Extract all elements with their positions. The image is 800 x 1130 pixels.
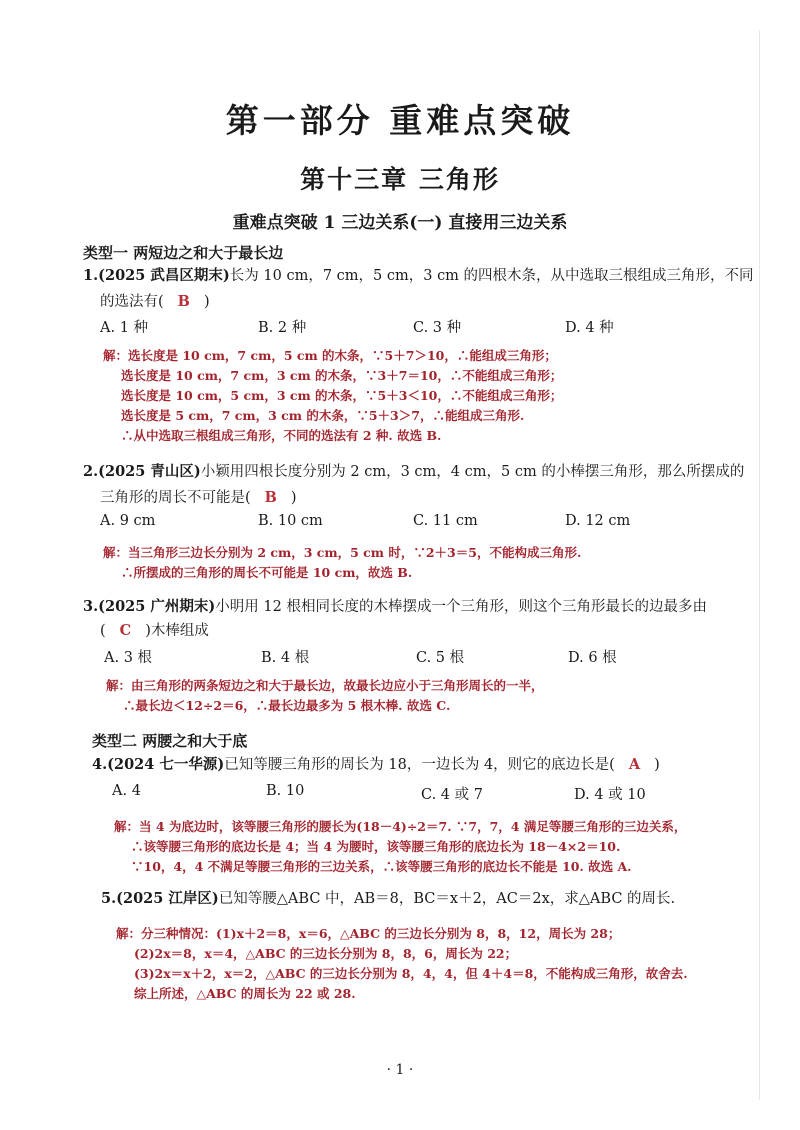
q3-line2: ( C )木棒组成: [100, 622, 209, 639]
q5-line1: [101, 889, 675, 909]
q1-solution-line5: ∴从中选取三根组成三角形，不同的选法有 2 种. 故选 B.: [121, 428, 442, 443]
q2-option-a: A. 9 cm: [100, 513, 156, 529]
q4-answer: A: [628, 756, 641, 773]
q4-option-b: B. 10: [266, 783, 305, 799]
q4-line1: 4.(2024 七一华源)已知等腰三角形的周长为 18，一边长为 4，则它的底边长是( A ): [92, 756, 660, 773]
q1-solution-line3: 选长度是 10 cm，5 cm，3 cm 的木条，∵5＋3＜10，∴不能组成三角形；: [121, 388, 563, 403]
q3-option-a: A. 3 根: [104, 650, 153, 666]
q2-number: 2.: [83, 463, 99, 480]
q4-solution-line2: ∴该等腰三角形的底边长是 4；当 4 为腰时，该等腰三角形的底边长为 18－4×2＝10.: [131, 839, 621, 854]
q5-number: 5.: [101, 890, 117, 907]
q1-number: 1.: [83, 267, 99, 284]
q3-solution-line2: ∴最长边＜12÷2＝6，∴最长边最多为 5 根木棒. 故选 C.: [123, 698, 451, 713]
q2-source: (2025 青山区): [98, 463, 201, 480]
q1-source: (2025 武昌区期末): [98, 267, 230, 284]
q3-number: 3.: [83, 598, 99, 615]
q1-text: 长为 10 cm，7 cm，5 cm，3 cm 的四根木条，从中选取三根组成三角形，不同: [229, 268, 754, 284]
q5-solution-line3: (3)2x＝x＋2，x＝2，△ABC 的三边长分别为 8，4，4，但 4＋4＝8，不能构成三角形，故舍去.: [134, 966, 688, 981]
q5-text: 已知等腰△ABC 中，AB＝8，BC＝x＋2，AC＝2x，求△ABC 的周长.: [218, 891, 676, 907]
part-title: 第一部分 重难点突破: [225, 101, 575, 140]
q2-line2: 三角形的周长不可能是( B ): [100, 489, 297, 506]
q3-line1: [83, 597, 707, 617]
q3-option-b: B. 4 根: [261, 650, 310, 666]
q4-solution-line3: ∵10，4，4 不满足等腰三角形的三边关系，∴该等腰三角形的底边长不能是 10. 故选 A.: [131, 859, 632, 874]
q3-option-c: C. 5 根: [416, 650, 465, 666]
q1-option-a: A. 1 种: [100, 320, 149, 336]
q1-solution-line1: 解：选长度是 10 cm，7 cm，5 cm 的木条，∵5＋7＞10，∴能组成三角形；: [103, 348, 557, 363]
q3-option-d: D. 6 根: [568, 650, 617, 666]
type1-heading: 类型一 两短边之和大于最长边: [83, 244, 284, 262]
section-title: 重难点突破 1 三边关系(一) 直接用三边关系: [232, 213, 568, 233]
q3-source: (2025 广州期末): [98, 598, 216, 615]
page-number: · 1 ·: [386, 1062, 414, 1078]
q5-solution-line4: 综上所述，△ABC 的周长为 22 或 28.: [134, 986, 356, 1001]
q2-text: 小颖用四根长度分别为 2 cm，3 cm，4 cm，5 cm 的小棒摆三角形，那么所摆成的: [200, 464, 745, 480]
q2-solution-line2: ∴所摆成的三角形的周长不可能是 10 cm，故选 B.: [121, 565, 413, 580]
q1-solution-line4: 选长度是 5 cm，7 cm，3 cm 的木条，∵5＋3＞7，∴能组成三角形.: [121, 408, 525, 423]
q4-option-d: D. 4 或 10: [574, 787, 646, 803]
q2-option-c: C. 11 cm: [413, 513, 478, 529]
q1-solution-line2: 选长度是 10 cm，7 cm，3 cm 的木条，∵3＋7＝10，∴不能组成三角形；: [121, 368, 563, 383]
q4-option-a: A. 4: [112, 783, 141, 799]
q1-answer: B: [177, 293, 190, 310]
q2-option-b: B. 10 cm: [258, 513, 323, 529]
q3-text: 小明用 12 根相同长度的木棒摆成一个三角形，则这个三角形最长的边最多由: [215, 599, 707, 615]
q1-option-d: D. 4 种: [565, 320, 614, 336]
q5-solution-line1: 解：分三种情况：(1)x＋2＝8，x＝6，△ABC 的三边长分别为 8，8，12，周长为 28；: [116, 926, 621, 941]
q1-line2: 的选法有( B ): [100, 293, 210, 310]
q3-answer: C: [119, 622, 132, 639]
q4-option-c: C. 4 或 7: [421, 787, 483, 803]
q4-number: 4.: [92, 756, 108, 773]
type2-heading: 类型二 两腰之和大于底: [92, 732, 248, 750]
q3-solution-line1: 解：由三角形的两条短边之和大于最长边，故最长边应小于三角形周长的一半，: [106, 678, 544, 693]
chapter-title: 第十三章 三角形: [300, 165, 500, 194]
q2-option-d: D. 12 cm: [565, 513, 631, 529]
q1-option-b: B. 2 种: [258, 320, 307, 336]
q1-line1: [83, 266, 754, 286]
q4-source: (2024 七一华源): [107, 756, 225, 773]
q2-solution-line1: 解：当三角形三边长分别为 2 cm，3 cm，5 cm 时，∵2＋3＝5，不能构成三角形.: [103, 545, 582, 560]
q5-solution-line2: (2)2x＝8，x＝4，△ABC 的三边长分别为 8，8，6，周长为 22；: [134, 946, 518, 961]
q2-answer: B: [264, 489, 277, 506]
q4-solution-line1: 解：当 4 为底边时，该等腰三角形的腰长为(18－4)÷2＝7. ∵7，7，4 满足等腰三角形的三边关系，: [114, 819, 687, 834]
q5-source: (2025 江岸区): [116, 890, 219, 907]
q1-option-c: C. 3 种: [413, 320, 462, 336]
q2-line1: [83, 462, 744, 482]
q4-text: 已知等腰三角形的周长为 18，一边长为 4，则它的底边长是(: [224, 757, 615, 773]
